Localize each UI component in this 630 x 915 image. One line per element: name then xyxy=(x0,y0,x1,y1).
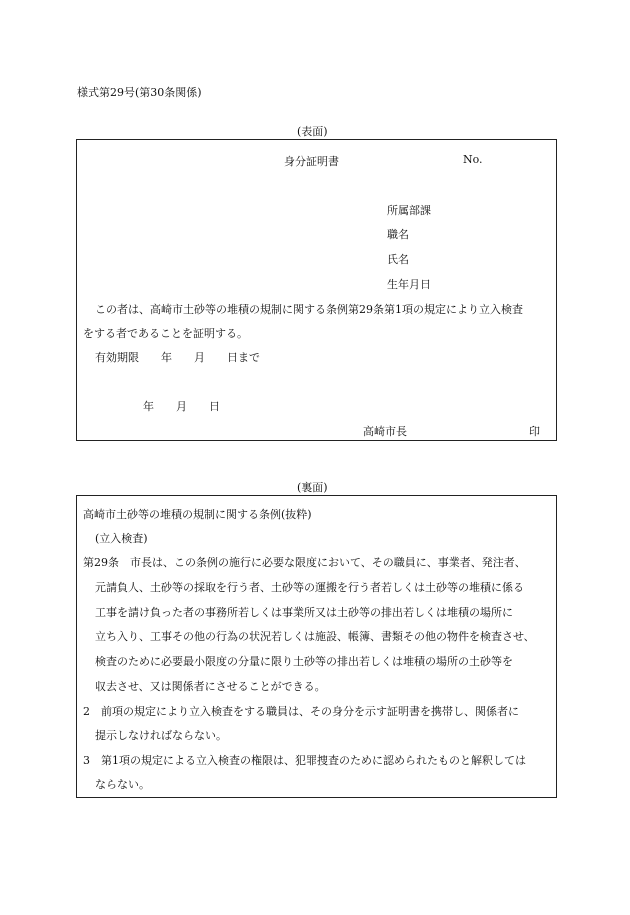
section-caption: (立入検査) xyxy=(95,532,148,545)
form-number: 様式第29号(第30条関係) xyxy=(77,86,202,99)
front-heading: (表面) xyxy=(297,125,328,138)
issue-date: 年 月 日 xyxy=(143,400,220,413)
validity-period: 有効期限 年 月 日まで xyxy=(95,351,260,364)
field-name: 氏名 xyxy=(387,253,409,266)
statement-line-1: この者は、高崎市土砂等の堆積の規制に関する条例第29条第1項の規定により立入検査 xyxy=(95,303,523,316)
article-line: 検査のために必要最小限度の分量に限り土砂等の排出若しくは堆積の場所の土砂等を xyxy=(95,655,513,668)
certificate-title: 身分証明書 xyxy=(284,155,339,168)
back-card xyxy=(76,495,557,798)
field-department: 所属部課 xyxy=(387,204,431,217)
issuer: 高崎市長 xyxy=(363,425,407,438)
paragraph-3-line: 3 第1項の規定による立入検査の権限は、犯罪捜査のために認められたものと解釈しては xyxy=(83,754,526,767)
article-line: 工事を請け負った者の事務所若しくは事業所又は土砂等の排出若しくは堆積の場所に xyxy=(95,606,513,619)
front-card xyxy=(76,139,557,441)
statement-line-2: をする者であることを証明する。 xyxy=(83,327,248,340)
paragraph-2-line: 提示しなければならない。 xyxy=(95,729,227,742)
paragraph-2-line: 2 前項の規定により立入検査をする職員は、その身分を示す証明書を携帯し、関係者に xyxy=(83,705,519,718)
article-line: 第29条 市長は、この条例の施行に必要な限度において、その職員に、事業者、発注者、 xyxy=(83,556,526,569)
back-heading: (裏面) xyxy=(297,481,328,494)
ordinance-title: 高崎市土砂等の堆積の規制に関する条例(抜粋) xyxy=(83,508,312,521)
paragraph-3-line: ならない。 xyxy=(95,778,150,791)
article-line: 収去させ、又は関係者にさせることができる。 xyxy=(95,680,326,693)
field-job-title: 職名 xyxy=(387,228,409,241)
seal-mark: 印 xyxy=(529,425,540,438)
article-line: 立ち入り、工事その他の行為の状況若しくは施設、帳簿、書類その他の物件を検査させ、 xyxy=(95,630,535,643)
field-birthdate: 生年月日 xyxy=(387,278,431,291)
article-line: 元請負人、土砂等の採取を行う者、土砂等の運搬を行う者若しくは土砂等の堆積に係る xyxy=(95,581,524,594)
serial-number-label: No. xyxy=(463,153,483,166)
